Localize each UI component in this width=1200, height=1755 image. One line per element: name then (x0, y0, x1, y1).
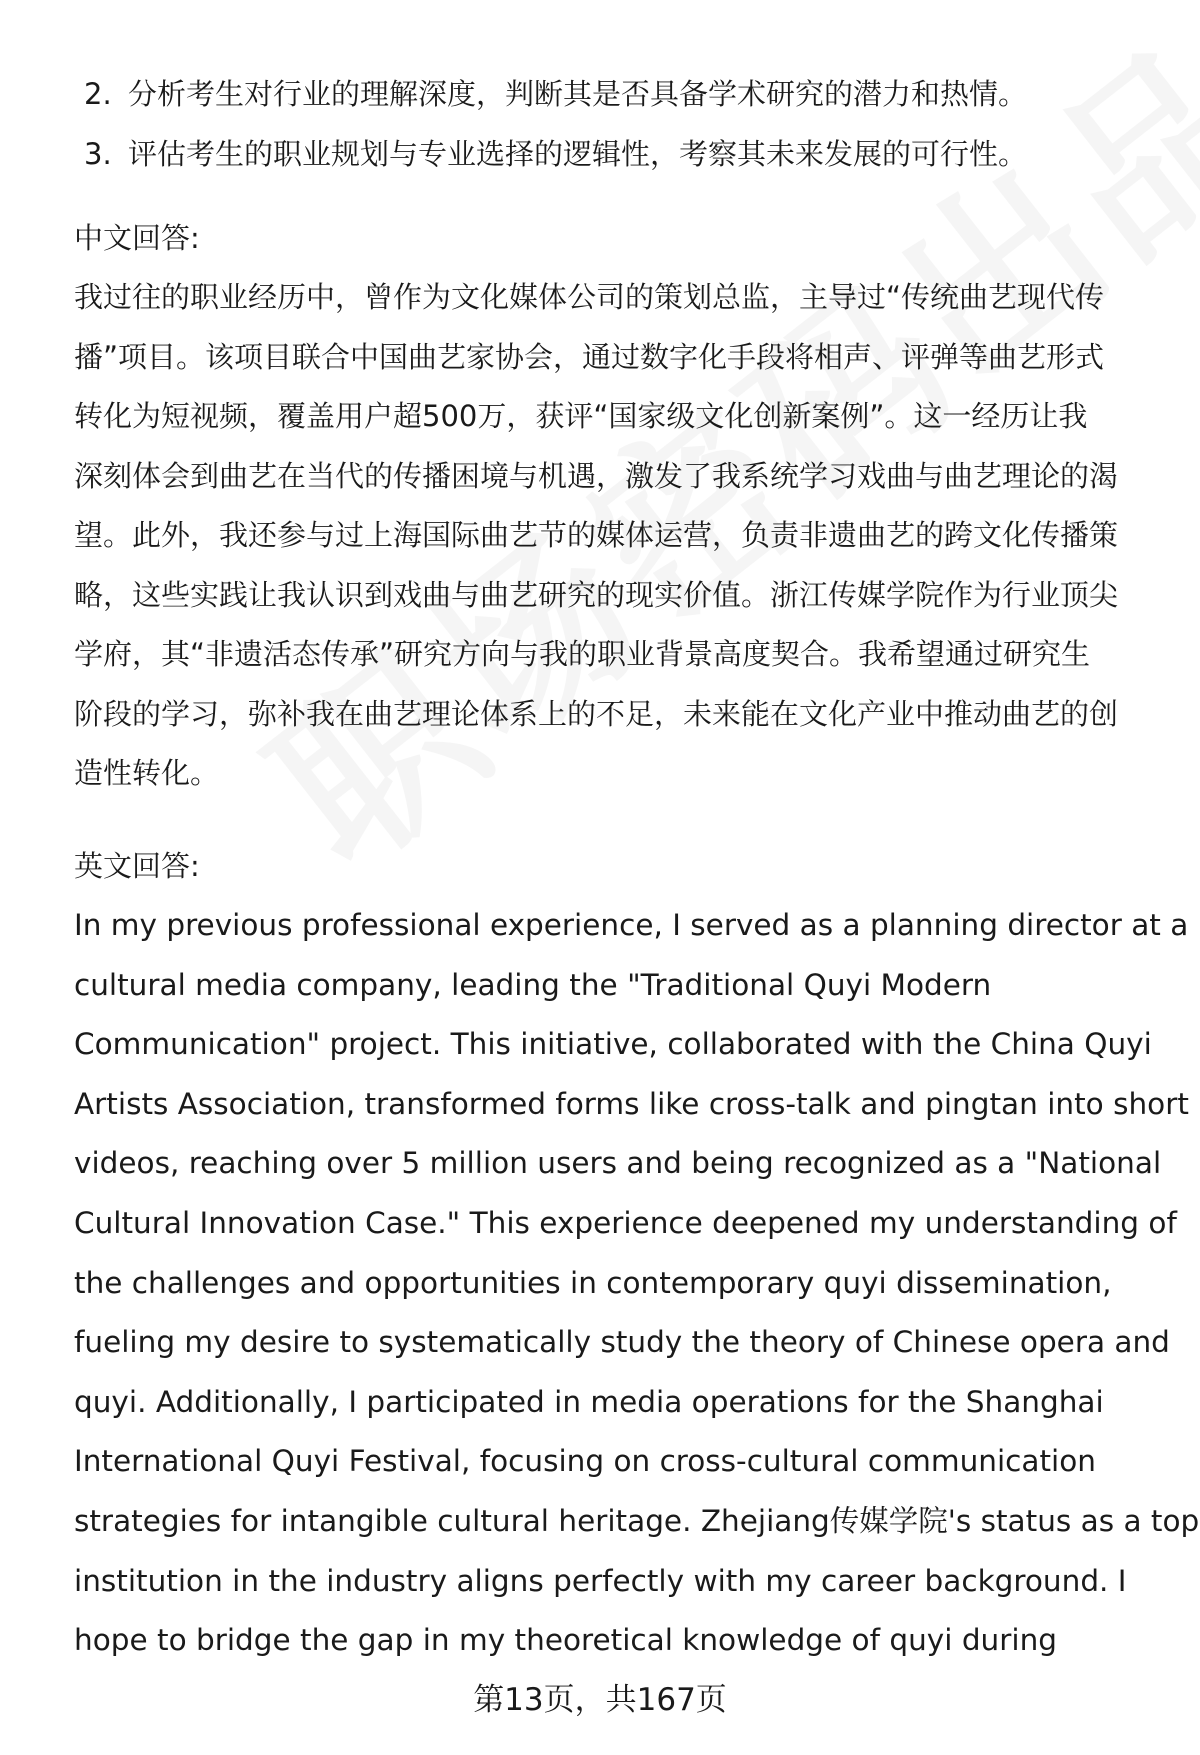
list-item (84, 64, 1144, 124)
page-number: 第13页，共167页 (473, 1682, 727, 1718)
paragraph-line: 略，这些实践让我认识到戏曲与曲艺研究的现实价值。浙江传媒学院作为行业顶尖 (74, 577, 1119, 612)
numbered-list (84, 64, 1144, 184)
paragraph-line: 学府，其“非遗活态传承”研究方向与我的职业背景高度契合。我希望通过研究生 (74, 637, 1091, 671)
list-item-text: 分析考生对行业的理解深度，判断其是否具备学术研究的潜力和热情。 (128, 77, 1028, 111)
paragraph-line: institution in the industry aligns perfectly with my career background. I (74, 1563, 1127, 1598)
paragraph-line: Artists Association, transformed forms like cross-talk and pingtan into short (74, 1086, 1189, 1121)
paragraph-line: the challenges and opportunities in contemporary quyi dissemination, (74, 1265, 1112, 1300)
chinese-answer-paragraph (74, 268, 1144, 804)
english-answer-paragraph (74, 896, 1200, 1671)
list-item-text: 评估考生的职业规划与专业选择的逻辑性，考察其未来发展的可行性。 (128, 137, 1028, 171)
english-answer-heading: 英文回答: (74, 849, 200, 883)
chinese-answer-heading: 中文回答: (74, 221, 200, 255)
paragraph-line: 造性转化。 (74, 756, 220, 790)
paragraph-line: International Quyi Festival, focusing on cross-cultural communication (74, 1444, 1096, 1479)
list-item-number: 3. (84, 137, 112, 171)
paragraph-line: 我过往的职业经历中，曾作为文化媒体公司的策划总监，主导过“传统曲艺现代传 (74, 280, 1105, 314)
paragraph-line: 望。此外，我还参与过上海国际曲艺节的媒体运营，负责非遗曲艺的跨文化传播策 (74, 518, 1119, 552)
paragraph-line: cultural media company, leading the "Traditional Quyi Modern (74, 967, 992, 1002)
paragraph-line: Communication" project. This initiative, collaborated with the China Quyi (74, 1027, 1152, 1062)
paragraph-line: 转化为短视频，覆盖用户超500万，获评“国家级文化创新案例”。这一经历让我 (74, 399, 1088, 433)
list-item-number: 2. (84, 77, 112, 111)
paragraph-line: 阶段的学习，弥补我在曲艺理论体系上的不足，未来能在文化产业中推动曲艺的创 (74, 696, 1119, 731)
paragraph-line: fueling my desire to systematically study the theory of Chinese opera and (74, 1325, 1170, 1360)
list-item (84, 124, 1144, 184)
paragraph-line: In my previous professional experience, I served as a planning director at a (74, 908, 1189, 942)
paragraph-line: Cultural Innovation Case." This experience deepened my understanding of (74, 1205, 1177, 1240)
paragraph-line: quyi. Additionally, I participated in media operations for the Shanghai (74, 1384, 1104, 1419)
paragraph-line: 播”项目。该项目联合中国曲艺家协会，通过数字化手段将相声、评弹等曲艺形式 (74, 339, 1105, 374)
paragraph-line: videos, reaching over 5 million users and being recognized as a "National (74, 1146, 1162, 1181)
paragraph-line: hope to bridge the gap in my theoretical knowledge of quyi during (74, 1623, 1057, 1658)
paragraph-line: strategies for intangible cultural heritage. Zhejiang传媒学院's status as a top (74, 1503, 1200, 1538)
paragraph-line: 深刻体会到曲艺在当代的传播困境与机遇，激发了我系统学习戏曲与曲艺理论的渴 (74, 458, 1119, 493)
